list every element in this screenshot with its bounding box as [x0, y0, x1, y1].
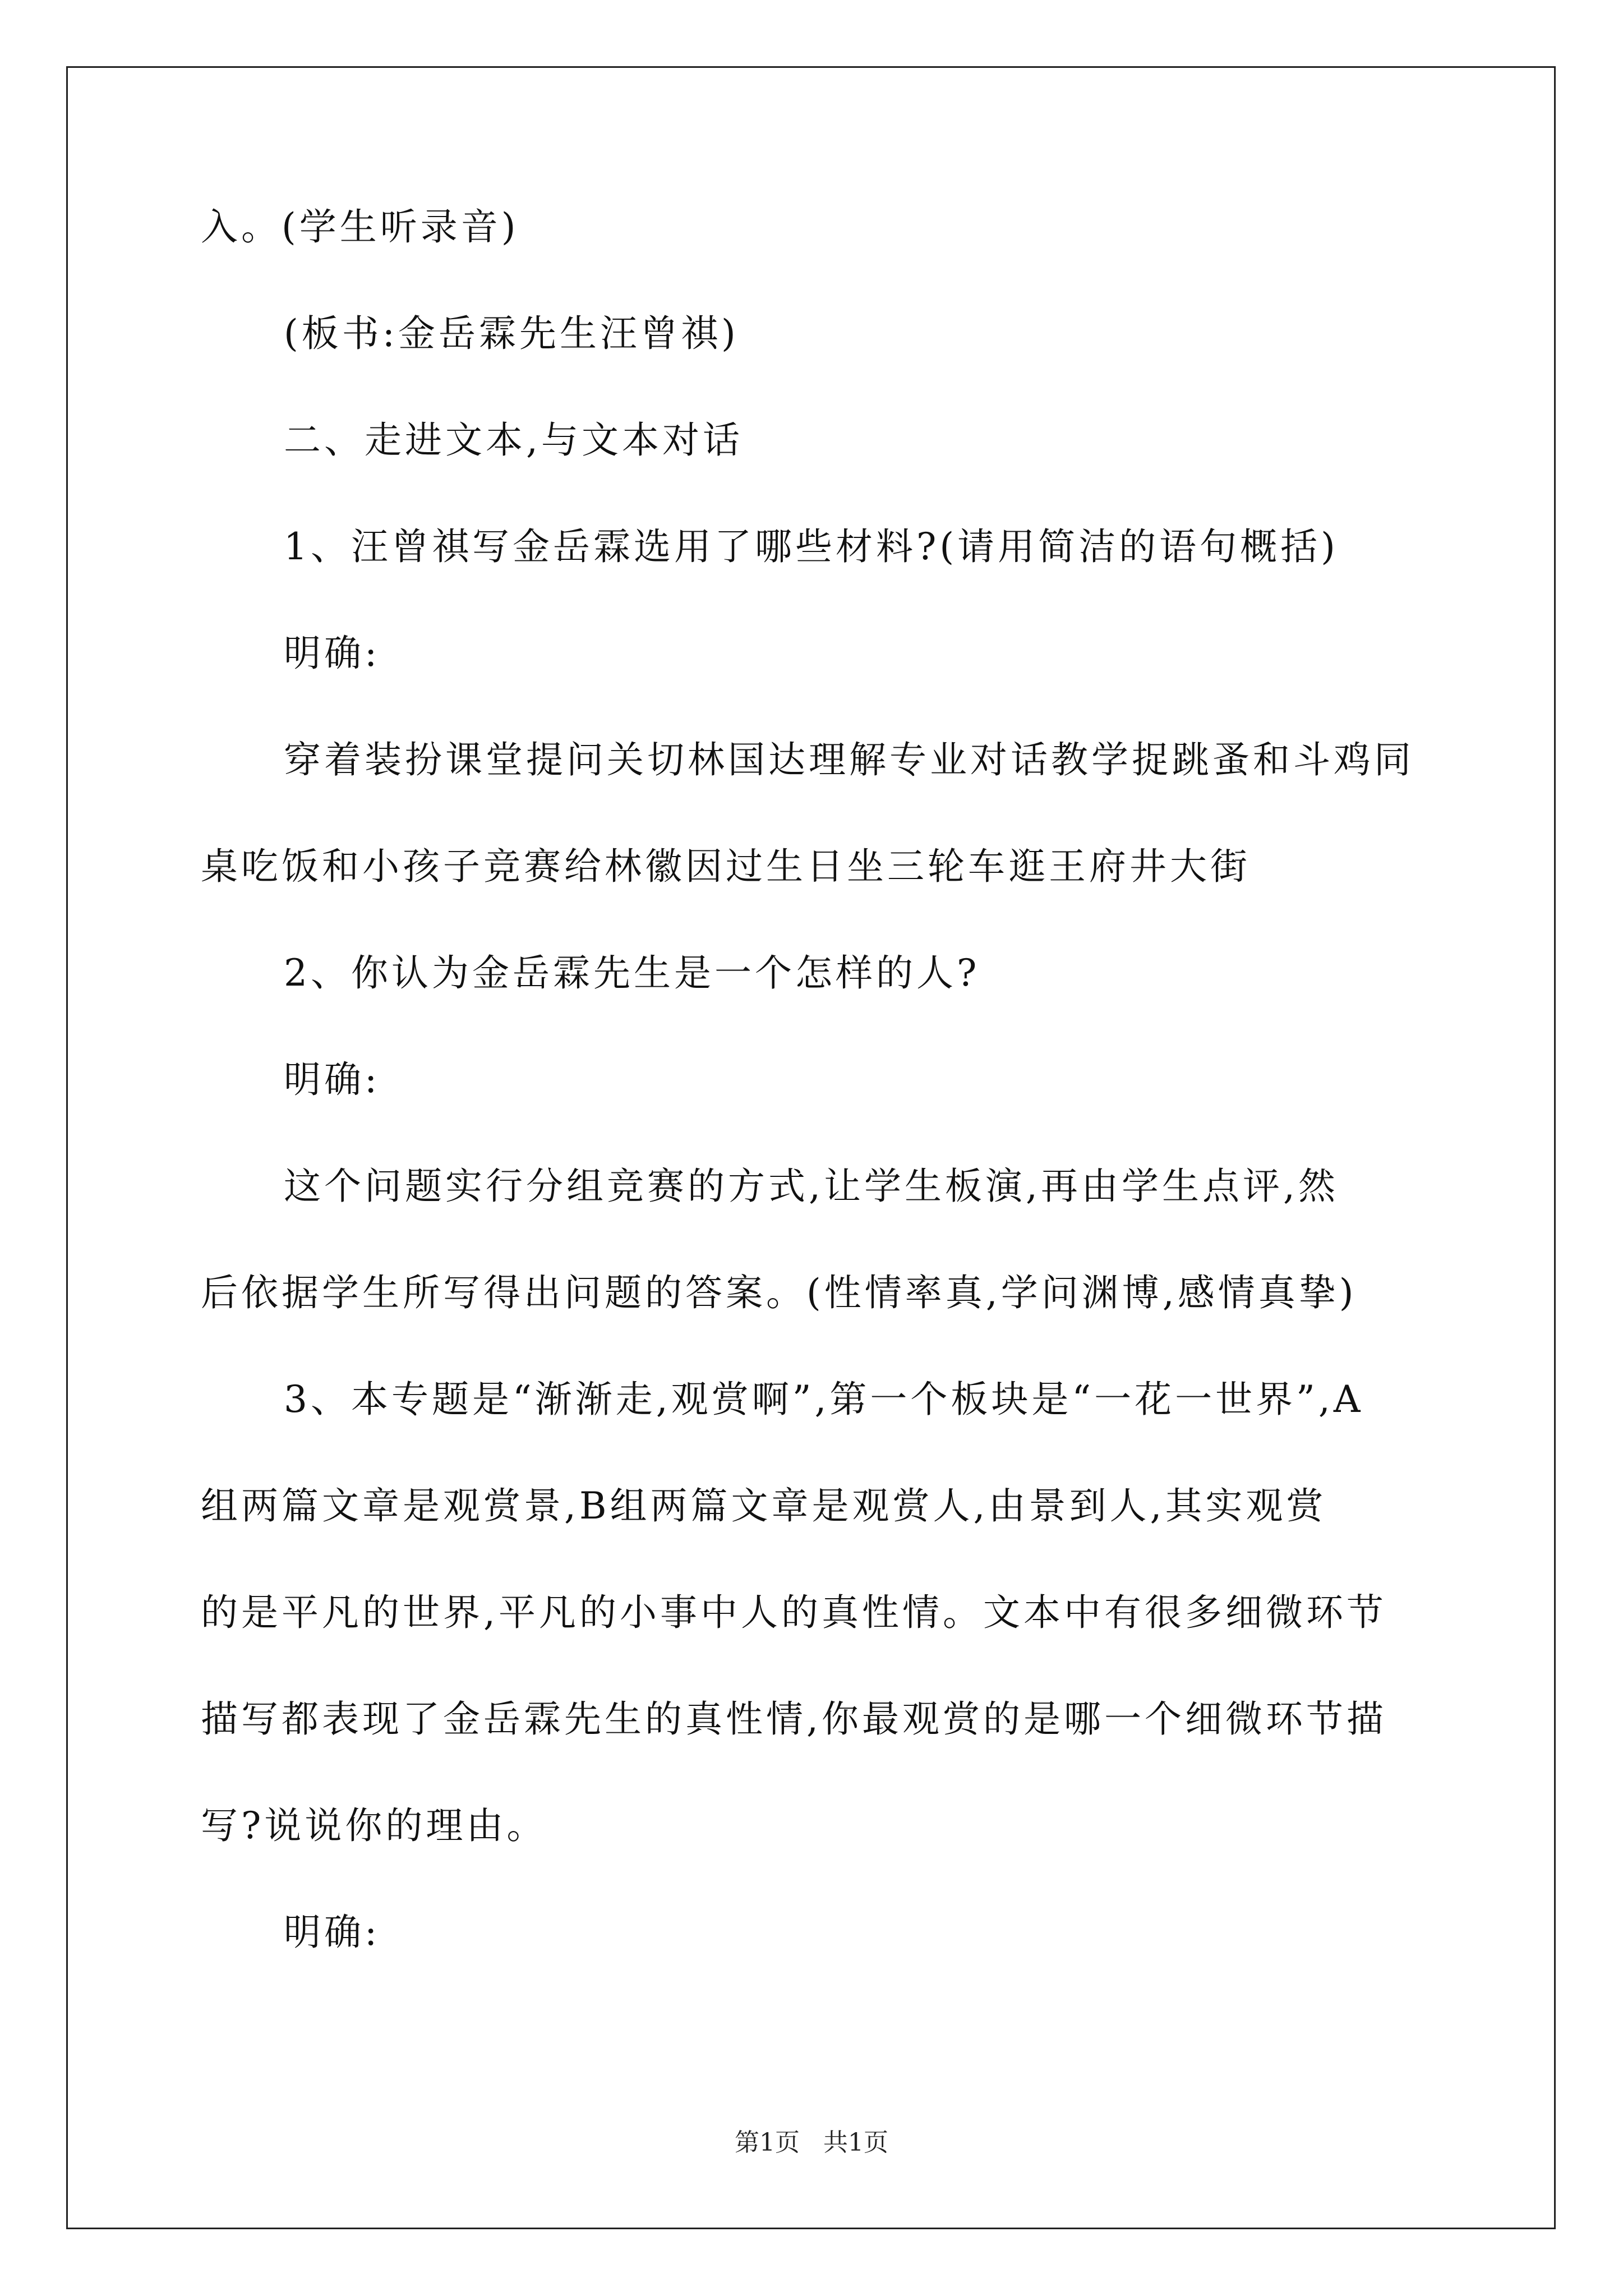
paragraph-line: (板书:金岳霖先生汪曾祺) [284, 312, 739, 355]
paragraph-line: 桌吃饭和小孩子竞赛给林徽因过生日坐三轮车逛王府井大街 [201, 845, 1251, 888]
question-1: 1、汪曾祺写金岳霖选用了哪些材料?(请用简洁的语句概括) [284, 525, 1339, 568]
paragraph-line: 写?说说你的理由。 [201, 1804, 547, 1847]
paragraph-line: 描写都表现了金岳霖先生的真性情,你最观赏的是哪一个细微环节描 [201, 1697, 1387, 1741]
paragraph-line: 的是平凡的世界,平凡的小事中人的真性情。文本中有很多细微环节 [201, 1591, 1387, 1634]
answer-label: 明确: [284, 1058, 381, 1101]
question-3: 3、本专题是“渐渐走,观赏啊”,第一个板块是“一花一世界”,A [284, 1378, 1364, 1421]
paragraph-line: 后依据学生所写得出问题的答案。(性情率真,学问渊博,感情真挚) [201, 1271, 1357, 1314]
question-2: 2、你认为金岳霖先生是一个怎样的人? [284, 951, 980, 995]
answer-label: 明确: [284, 1911, 381, 1954]
section-heading: 二、走进文本,与文本对话 [284, 418, 743, 462]
answer-label: 明确: [284, 632, 381, 675]
paragraph-line: 入。(学生听录音) [201, 205, 519, 249]
page-footer: 第1页 共1页 [735, 2128, 888, 2157]
paragraph-line: 这个问题实行分组竞赛的方式,让学生板演,再由学生点评,然 [284, 1165, 1339, 1208]
page-border [66, 66, 1556, 2229]
paragraph-line: 组两篇文章是观赏景,B组两篇文章是观赏人,由景到人,其实观赏 [201, 1484, 1327, 1527]
paragraph-line: 穿着装扮课堂提问关切林国达理解专业对话教学捉跳蚤和斗鸡同 [284, 738, 1414, 781]
